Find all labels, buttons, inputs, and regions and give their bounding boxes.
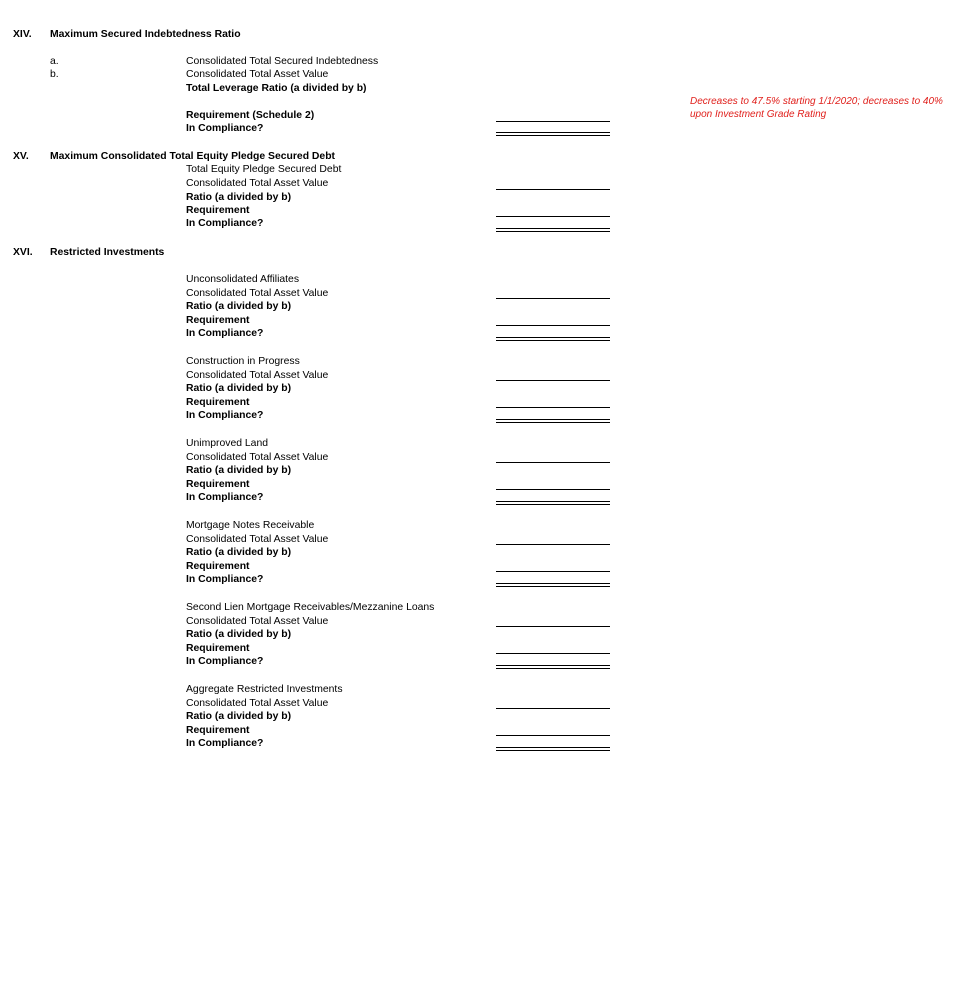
section-15-title: Maximum Consolidated Total Equity Pledge Secured Debt xyxy=(50,151,336,162)
ratio-label: Ratio (a divided by b) xyxy=(186,301,292,312)
total-asset-value-label: Consolidated Total Asset Value xyxy=(186,178,329,189)
compliance-double-underline xyxy=(496,419,610,423)
compliance-label: In Compliance? xyxy=(186,656,264,667)
item-b-label: b. xyxy=(50,69,59,80)
ratio-label: Ratio (a divided by b) xyxy=(186,465,292,476)
compliance-label: In Compliance? xyxy=(186,738,264,749)
requirement-underline xyxy=(496,735,610,736)
total-asset-value-label: Consolidated Total Asset Value xyxy=(186,69,329,80)
requirement-underline xyxy=(496,489,610,490)
total-asset-value-label: Consolidated Total Asset Value xyxy=(186,370,329,381)
ratio-label: Ratio (a divided by b) xyxy=(186,383,292,394)
base-underline xyxy=(496,298,610,299)
requirement-label: Requirement xyxy=(186,725,250,736)
compliance-double-underline xyxy=(496,665,610,669)
requirement-note-line-2: upon Investment Grade Rating xyxy=(690,109,827,120)
requirement-underline xyxy=(496,407,610,408)
compliance-label: In Compliance? xyxy=(186,123,264,134)
section-16-title: Restricted Investments xyxy=(50,247,165,258)
base-underline xyxy=(496,189,610,190)
restricted-item-label: Construction in Progress xyxy=(186,356,300,367)
requirement-label: Requirement xyxy=(186,643,250,654)
compliance-label: In Compliance? xyxy=(186,410,264,421)
secured-indebtedness-label: Consolidated Total Secured Indebtedness xyxy=(186,56,379,67)
leverage-ratio-label: Total Leverage Ratio (a divided by b) xyxy=(186,83,367,94)
compliance-label: In Compliance? xyxy=(186,218,264,229)
section-15-number: XV. xyxy=(13,151,29,162)
requirement-note-line-1: Decreases to 47.5% starting 1/1/2020; decreases to 40% xyxy=(690,96,943,107)
restricted-item-label: Mortgage Notes Receivable xyxy=(186,520,315,531)
total-asset-value-label: Consolidated Total Asset Value xyxy=(186,452,329,463)
restricted-item-label: Unimproved Land xyxy=(186,438,269,449)
requirement-label: Requirement xyxy=(186,561,250,572)
requirement-underline xyxy=(496,653,610,654)
compliance-double-underline xyxy=(496,747,610,751)
equity-pledge-debt-label: Total Equity Pledge Secured Debt xyxy=(186,164,342,175)
total-asset-value-label: Consolidated Total Asset Value xyxy=(186,616,329,627)
compliance-double-underline xyxy=(496,132,610,136)
restricted-item-label: Aggregate Restricted Investments xyxy=(186,684,343,695)
restricted-item-label: Second Lien Mortgage Receivables/Mezzanine Loans xyxy=(186,602,435,613)
requirement-label: Requirement xyxy=(186,315,250,326)
section-14-title: Maximum Secured Indebtedness Ratio xyxy=(50,29,241,40)
compliance-label: In Compliance? xyxy=(186,492,264,503)
base-underline xyxy=(496,544,610,545)
ratio-label: Ratio (a divided by b) xyxy=(186,192,292,203)
requirement-label: Requirement xyxy=(186,205,250,216)
requirement-label: Requirement xyxy=(186,479,250,490)
section-16-number: XVI. xyxy=(13,247,33,258)
restricted-item-label: Unconsolidated Affiliates xyxy=(186,274,300,285)
ratio-label: Ratio (a divided by b) xyxy=(186,629,292,640)
compliance-double-underline xyxy=(496,228,610,232)
base-underline xyxy=(496,462,610,463)
requirement-underline xyxy=(496,121,610,122)
total-asset-value-label: Consolidated Total Asset Value xyxy=(186,288,329,299)
total-asset-value-label: Consolidated Total Asset Value xyxy=(186,534,329,545)
compliance-label: In Compliance? xyxy=(186,328,264,339)
section-14-number: XIV. xyxy=(13,29,32,40)
item-a-label: a. xyxy=(50,56,59,67)
compliance-label: In Compliance? xyxy=(186,574,264,585)
requirement-underline xyxy=(496,325,610,326)
requirement-underline xyxy=(496,571,610,572)
requirement-label: Requirement (Schedule 2) xyxy=(186,110,315,121)
base-underline xyxy=(496,380,610,381)
base-underline xyxy=(496,626,610,627)
ratio-label: Ratio (a divided by b) xyxy=(186,711,292,722)
ratio-label: Ratio (a divided by b) xyxy=(186,547,292,558)
compliance-double-underline xyxy=(496,337,610,341)
total-asset-value-label: Consolidated Total Asset Value xyxy=(186,698,329,709)
compliance-double-underline xyxy=(496,501,610,505)
requirement-label: Requirement xyxy=(186,397,250,408)
requirement-underline xyxy=(496,216,610,217)
compliance-double-underline xyxy=(496,583,610,587)
base-underline xyxy=(496,708,610,709)
